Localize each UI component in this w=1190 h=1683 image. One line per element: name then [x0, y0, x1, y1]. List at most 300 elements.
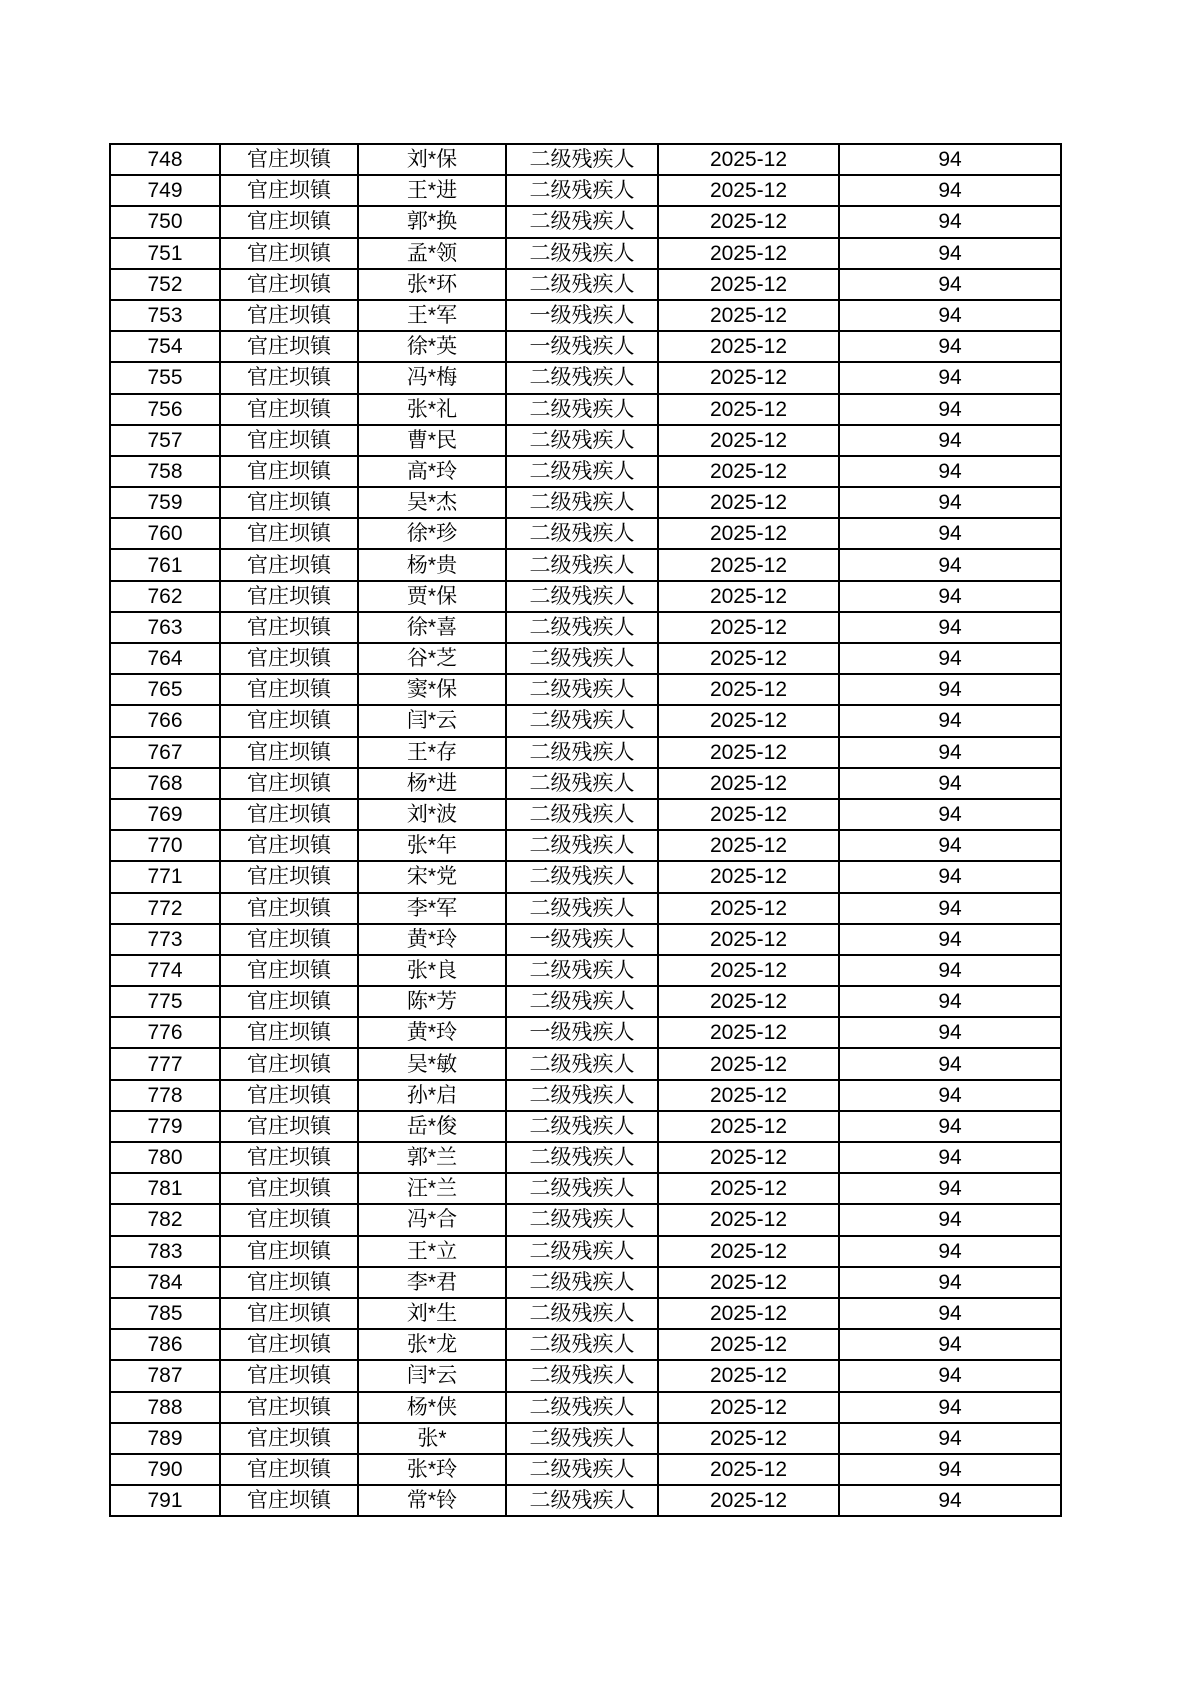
table-row [110, 331, 1061, 362]
table-row [110, 175, 1061, 206]
town-cell: 官庄坝镇 [220, 1048, 358, 1079]
row-number-cell: 772 [110, 893, 220, 924]
town-cell: 官庄坝镇 [220, 1423, 358, 1454]
town-cell: 官庄坝镇 [220, 518, 358, 549]
disability-level-cell: 二级残疾人 [506, 269, 658, 300]
town-cell: 官庄坝镇 [220, 799, 358, 830]
name-cell: 吴*杰 [358, 487, 506, 518]
amount-cell: 94 [839, 674, 1061, 705]
table-row [110, 768, 1061, 799]
name-cell: 陈*芳 [358, 986, 506, 1017]
town-cell: 官庄坝镇 [220, 1454, 358, 1485]
month-cell: 2025-12 [658, 518, 839, 549]
month-cell: 2025-12 [658, 1392, 839, 1423]
row-number-cell: 768 [110, 768, 220, 799]
month-cell: 2025-12 [658, 768, 839, 799]
table-row [110, 487, 1061, 518]
amount-cell: 94 [839, 643, 1061, 674]
row-number-cell: 791 [110, 1485, 220, 1516]
amount-cell: 94 [839, 144, 1061, 175]
town-cell: 官庄坝镇 [220, 1111, 358, 1142]
row-number-cell: 751 [110, 238, 220, 269]
amount-cell: 94 [839, 206, 1061, 237]
month-cell: 2025-12 [658, 331, 839, 362]
amount-cell: 94 [839, 331, 1061, 362]
name-cell: 郭*兰 [358, 1142, 506, 1173]
disability-level-cell: 二级残疾人 [506, 1173, 658, 1204]
month-cell: 2025-12 [658, 674, 839, 705]
row-number-cell: 757 [110, 425, 220, 456]
name-cell: 王*存 [358, 737, 506, 768]
row-number-cell: 784 [110, 1267, 220, 1298]
month-cell: 2025-12 [658, 1236, 839, 1267]
town-cell: 官庄坝镇 [220, 1485, 358, 1516]
subsidy-roster-table [109, 143, 1062, 1517]
month-cell: 2025-12 [658, 1080, 839, 1111]
month-cell: 2025-12 [658, 1267, 839, 1298]
row-number-cell: 759 [110, 487, 220, 518]
town-cell: 官庄坝镇 [220, 1392, 358, 1423]
table-row [110, 300, 1061, 331]
row-number-cell: 771 [110, 861, 220, 892]
name-cell: 张*环 [358, 269, 506, 300]
disability-level-cell: 二级残疾人 [506, 986, 658, 1017]
town-cell: 官庄坝镇 [220, 331, 358, 362]
row-number-cell: 756 [110, 394, 220, 425]
amount-cell: 94 [839, 1142, 1061, 1173]
disability-level-cell: 二级残疾人 [506, 1485, 658, 1516]
row-number-cell: 775 [110, 986, 220, 1017]
town-cell: 官庄坝镇 [220, 394, 358, 425]
row-number-cell: 780 [110, 1142, 220, 1173]
amount-cell: 94 [839, 705, 1061, 736]
town-cell: 官庄坝镇 [220, 549, 358, 580]
disability-level-cell: 二级残疾人 [506, 737, 658, 768]
month-cell: 2025-12 [658, 643, 839, 674]
name-cell: 刘*波 [358, 799, 506, 830]
disability-level-cell: 二级残疾人 [506, 768, 658, 799]
name-cell: 徐*英 [358, 331, 506, 362]
town-cell: 官庄坝镇 [220, 1329, 358, 1360]
month-cell: 2025-12 [658, 705, 839, 736]
disability-level-cell: 二级残疾人 [506, 1048, 658, 1079]
name-cell: 孟*领 [358, 238, 506, 269]
amount-cell: 94 [839, 549, 1061, 580]
disability-level-cell: 二级残疾人 [506, 955, 658, 986]
row-number-cell: 761 [110, 549, 220, 580]
row-number-cell: 776 [110, 1017, 220, 1048]
amount-cell: 94 [839, 1173, 1061, 1204]
month-cell: 2025-12 [658, 175, 839, 206]
town-cell: 官庄坝镇 [220, 1360, 358, 1391]
row-number-cell: 778 [110, 1080, 220, 1111]
town-cell: 官庄坝镇 [220, 955, 358, 986]
amount-cell: 94 [839, 861, 1061, 892]
amount-cell: 94 [839, 893, 1061, 924]
month-cell: 2025-12 [658, 206, 839, 237]
name-cell: 张* [358, 1423, 506, 1454]
amount-cell: 94 [839, 238, 1061, 269]
table-row [110, 737, 1061, 768]
town-cell: 官庄坝镇 [220, 1204, 358, 1235]
disability-level-cell: 二级残疾人 [506, 549, 658, 580]
amount-cell: 94 [839, 1017, 1061, 1048]
name-cell: 冯*合 [358, 1204, 506, 1235]
disability-level-cell: 二级残疾人 [506, 1454, 658, 1485]
row-number-cell: 754 [110, 331, 220, 362]
town-cell: 官庄坝镇 [220, 581, 358, 612]
disability-level-cell: 二级残疾人 [506, 1111, 658, 1142]
amount-cell: 94 [839, 768, 1061, 799]
name-cell: 贾*保 [358, 581, 506, 612]
amount-cell: 94 [839, 737, 1061, 768]
name-cell: 王*军 [358, 300, 506, 331]
name-cell: 常*铃 [358, 1485, 506, 1516]
month-cell: 2025-12 [658, 1048, 839, 1079]
name-cell: 黄*玲 [358, 1017, 506, 1048]
name-cell: 杨*进 [358, 768, 506, 799]
town-cell: 官庄坝镇 [220, 612, 358, 643]
row-number-cell: 766 [110, 705, 220, 736]
month-cell: 2025-12 [658, 986, 839, 1017]
table-row [110, 1080, 1061, 1111]
amount-cell: 94 [839, 1329, 1061, 1360]
name-cell: 张*年 [358, 830, 506, 861]
month-cell: 2025-12 [658, 1017, 839, 1048]
month-cell: 2025-12 [658, 1111, 839, 1142]
row-number-cell: 749 [110, 175, 220, 206]
amount-cell: 94 [839, 1454, 1061, 1485]
name-cell: 徐*喜 [358, 612, 506, 643]
town-cell: 官庄坝镇 [220, 362, 358, 393]
name-cell: 张*龙 [358, 1329, 506, 1360]
table-row [110, 1048, 1061, 1079]
month-cell: 2025-12 [658, 1485, 839, 1516]
month-cell: 2025-12 [658, 1204, 839, 1235]
disability-level-cell: 二级残疾人 [506, 425, 658, 456]
amount-cell: 94 [839, 924, 1061, 955]
disability-level-cell: 二级残疾人 [506, 394, 658, 425]
month-cell: 2025-12 [658, 581, 839, 612]
month-cell: 2025-12 [658, 1298, 839, 1329]
row-number-cell: 777 [110, 1048, 220, 1079]
amount-cell: 94 [839, 300, 1061, 331]
table-row [110, 830, 1061, 861]
name-cell: 吴*敏 [358, 1048, 506, 1079]
amount-cell: 94 [839, 362, 1061, 393]
disability-level-cell: 二级残疾人 [506, 518, 658, 549]
row-number-cell: 769 [110, 799, 220, 830]
row-number-cell: 758 [110, 456, 220, 487]
amount-cell: 94 [839, 955, 1061, 986]
amount-cell: 94 [839, 830, 1061, 861]
name-cell: 张*玲 [358, 1454, 506, 1485]
table-row [110, 1142, 1061, 1173]
disability-level-cell: 二级残疾人 [506, 456, 658, 487]
month-cell: 2025-12 [658, 425, 839, 456]
disability-level-cell: 二级残疾人 [506, 705, 658, 736]
table-row [110, 674, 1061, 705]
town-cell: 官庄坝镇 [220, 705, 358, 736]
table-row [110, 924, 1061, 955]
amount-cell: 94 [839, 1048, 1061, 1079]
month-cell: 2025-12 [658, 456, 839, 487]
town-cell: 官庄坝镇 [220, 1236, 358, 1267]
disability-level-cell: 二级残疾人 [506, 643, 658, 674]
table-row [110, 394, 1061, 425]
amount-cell: 94 [839, 394, 1061, 425]
table-row [110, 1017, 1061, 1048]
name-cell: 张*礼 [358, 394, 506, 425]
table-row [110, 705, 1061, 736]
disability-level-cell: 一级残疾人 [506, 924, 658, 955]
name-cell: 李*军 [358, 893, 506, 924]
table-row [110, 1173, 1061, 1204]
disability-level-cell: 二级残疾人 [506, 175, 658, 206]
town-cell: 官庄坝镇 [220, 768, 358, 799]
amount-cell: 94 [839, 269, 1061, 300]
name-cell: 高*玲 [358, 456, 506, 487]
table-row [110, 549, 1061, 580]
month-cell: 2025-12 [658, 269, 839, 300]
month-cell: 2025-12 [658, 1329, 839, 1360]
row-number-cell: 762 [110, 581, 220, 612]
month-cell: 2025-12 [658, 830, 839, 861]
amount-cell: 94 [839, 612, 1061, 643]
amount-cell: 94 [839, 1485, 1061, 1516]
disability-level-cell: 二级残疾人 [506, 362, 658, 393]
row-number-cell: 752 [110, 269, 220, 300]
town-cell: 官庄坝镇 [220, 1080, 358, 1111]
name-cell: 闫*云 [358, 705, 506, 736]
amount-cell: 94 [839, 518, 1061, 549]
table-row [110, 612, 1061, 643]
name-cell: 谷*芝 [358, 643, 506, 674]
name-cell: 李*君 [358, 1267, 506, 1298]
row-number-cell: 785 [110, 1298, 220, 1329]
row-number-cell: 781 [110, 1173, 220, 1204]
month-cell: 2025-12 [658, 799, 839, 830]
table-row [110, 1267, 1061, 1298]
name-cell: 岳*俊 [358, 1111, 506, 1142]
table-row [110, 238, 1061, 269]
month-cell: 2025-12 [658, 549, 839, 580]
amount-cell: 94 [839, 1267, 1061, 1298]
amount-cell: 94 [839, 175, 1061, 206]
row-number-cell: 767 [110, 737, 220, 768]
month-cell: 2025-12 [658, 1423, 839, 1454]
month-cell: 2025-12 [658, 1360, 839, 1391]
amount-cell: 94 [839, 456, 1061, 487]
table-row [110, 206, 1061, 237]
amount-cell: 94 [839, 1204, 1061, 1235]
disability-level-cell: 二级残疾人 [506, 1360, 658, 1391]
row-number-cell: 787 [110, 1360, 220, 1391]
disability-level-cell: 二级残疾人 [506, 861, 658, 892]
table-row [110, 1485, 1061, 1516]
disability-level-cell: 二级残疾人 [506, 830, 658, 861]
row-number-cell: 760 [110, 518, 220, 549]
name-cell: 张*良 [358, 955, 506, 986]
row-number-cell: 790 [110, 1454, 220, 1485]
amount-cell: 94 [839, 1392, 1061, 1423]
name-cell: 窦*保 [358, 674, 506, 705]
amount-cell: 94 [839, 799, 1061, 830]
town-cell: 官庄坝镇 [220, 861, 358, 892]
table-row [110, 269, 1061, 300]
disability-level-cell: 二级残疾人 [506, 487, 658, 518]
table-row [110, 1111, 1061, 1142]
town-cell: 官庄坝镇 [220, 830, 358, 861]
month-cell: 2025-12 [658, 1142, 839, 1173]
row-number-cell: 782 [110, 1204, 220, 1235]
table-row [110, 1236, 1061, 1267]
town-cell: 官庄坝镇 [220, 269, 358, 300]
name-cell: 杨*贵 [358, 549, 506, 580]
town-cell: 官庄坝镇 [220, 893, 358, 924]
disability-level-cell: 二级残疾人 [506, 1267, 658, 1298]
table-row [110, 1454, 1061, 1485]
month-cell: 2025-12 [658, 861, 839, 892]
table-row [110, 144, 1061, 175]
table-row [110, 1423, 1061, 1454]
row-number-cell: 770 [110, 830, 220, 861]
amount-cell: 94 [839, 1111, 1061, 1142]
row-number-cell: 786 [110, 1329, 220, 1360]
disability-level-cell: 二级残疾人 [506, 1329, 658, 1360]
table-row [110, 955, 1061, 986]
table-row [110, 1392, 1061, 1423]
month-cell: 2025-12 [658, 737, 839, 768]
month-cell: 2025-12 [658, 612, 839, 643]
row-number-cell: 783 [110, 1236, 220, 1267]
disability-level-cell: 二级残疾人 [506, 1298, 658, 1329]
town-cell: 官庄坝镇 [220, 206, 358, 237]
town-cell: 官庄坝镇 [220, 300, 358, 331]
row-number-cell: 765 [110, 674, 220, 705]
town-cell: 官庄坝镇 [220, 643, 358, 674]
disability-level-cell: 一级残疾人 [506, 300, 658, 331]
month-cell: 2025-12 [658, 924, 839, 955]
month-cell: 2025-12 [658, 1454, 839, 1485]
table-row [110, 1329, 1061, 1360]
name-cell: 王*立 [358, 1236, 506, 1267]
disability-level-cell: 二级残疾人 [506, 238, 658, 269]
disability-level-cell: 二级残疾人 [506, 1204, 658, 1235]
amount-cell: 94 [839, 1298, 1061, 1329]
table-row [110, 425, 1061, 456]
disability-level-cell: 二级残疾人 [506, 144, 658, 175]
table-row [110, 986, 1061, 1017]
row-number-cell: 773 [110, 924, 220, 955]
table-row [110, 1204, 1061, 1235]
amount-cell: 94 [839, 487, 1061, 518]
town-cell: 官庄坝镇 [220, 487, 358, 518]
town-cell: 官庄坝镇 [220, 425, 358, 456]
row-number-cell: 779 [110, 1111, 220, 1142]
town-cell: 官庄坝镇 [220, 1267, 358, 1298]
amount-cell: 94 [839, 1360, 1061, 1391]
town-cell: 官庄坝镇 [220, 1017, 358, 1048]
amount-cell: 94 [839, 1080, 1061, 1111]
disability-level-cell: 二级残疾人 [506, 799, 658, 830]
town-cell: 官庄坝镇 [220, 238, 358, 269]
name-cell: 杨*侠 [358, 1392, 506, 1423]
disability-level-cell: 二级残疾人 [506, 1423, 658, 1454]
month-cell: 2025-12 [658, 362, 839, 393]
name-cell: 冯*梅 [358, 362, 506, 393]
town-cell: 官庄坝镇 [220, 1173, 358, 1204]
town-cell: 官庄坝镇 [220, 456, 358, 487]
town-cell: 官庄坝镇 [220, 175, 358, 206]
row-number-cell: 755 [110, 362, 220, 393]
town-cell: 官庄坝镇 [220, 1298, 358, 1329]
row-number-cell: 748 [110, 144, 220, 175]
name-cell: 刘*生 [358, 1298, 506, 1329]
row-number-cell: 788 [110, 1392, 220, 1423]
table-row [110, 1298, 1061, 1329]
table-row [110, 893, 1061, 924]
town-cell: 官庄坝镇 [220, 986, 358, 1017]
row-number-cell: 774 [110, 955, 220, 986]
records-table-body [110, 144, 1061, 1516]
amount-cell: 94 [839, 425, 1061, 456]
disability-level-cell: 二级残疾人 [506, 612, 658, 643]
town-cell: 官庄坝镇 [220, 1142, 358, 1173]
month-cell: 2025-12 [658, 1173, 839, 1204]
row-number-cell: 789 [110, 1423, 220, 1454]
disability-level-cell: 一级残疾人 [506, 1017, 658, 1048]
amount-cell: 94 [839, 1423, 1061, 1454]
disability-level-cell: 二级残疾人 [506, 1142, 658, 1173]
disability-level-cell: 二级残疾人 [506, 893, 658, 924]
table-row [110, 456, 1061, 487]
month-cell: 2025-12 [658, 238, 839, 269]
name-cell: 曹*民 [358, 425, 506, 456]
name-cell: 孙*启 [358, 1080, 506, 1111]
month-cell: 2025-12 [658, 487, 839, 518]
row-number-cell: 753 [110, 300, 220, 331]
disability-level-cell: 二级残疾人 [506, 1236, 658, 1267]
town-cell: 官庄坝镇 [220, 924, 358, 955]
name-cell: 徐*珍 [358, 518, 506, 549]
disability-level-cell: 一级残疾人 [506, 331, 658, 362]
amount-cell: 94 [839, 986, 1061, 1017]
name-cell: 王*进 [358, 175, 506, 206]
disability-level-cell: 二级残疾人 [506, 206, 658, 237]
table-row [110, 362, 1061, 393]
month-cell: 2025-12 [658, 893, 839, 924]
disability-level-cell: 二级残疾人 [506, 581, 658, 612]
month-cell: 2025-12 [658, 300, 839, 331]
table-row [110, 1360, 1061, 1391]
disability-level-cell: 二级残疾人 [506, 674, 658, 705]
table-row [110, 581, 1061, 612]
month-cell: 2025-12 [658, 394, 839, 425]
row-number-cell: 750 [110, 206, 220, 237]
town-cell: 官庄坝镇 [220, 674, 358, 705]
month-cell: 2025-12 [658, 955, 839, 986]
disability-level-cell: 二级残疾人 [506, 1392, 658, 1423]
table-row [110, 799, 1061, 830]
name-cell: 刘*保 [358, 144, 506, 175]
row-number-cell: 763 [110, 612, 220, 643]
name-cell: 郭*换 [358, 206, 506, 237]
amount-cell: 94 [839, 1236, 1061, 1267]
name-cell: 闫*云 [358, 1360, 506, 1391]
disability-level-cell: 二级残疾人 [506, 1080, 658, 1111]
town-cell: 官庄坝镇 [220, 144, 358, 175]
